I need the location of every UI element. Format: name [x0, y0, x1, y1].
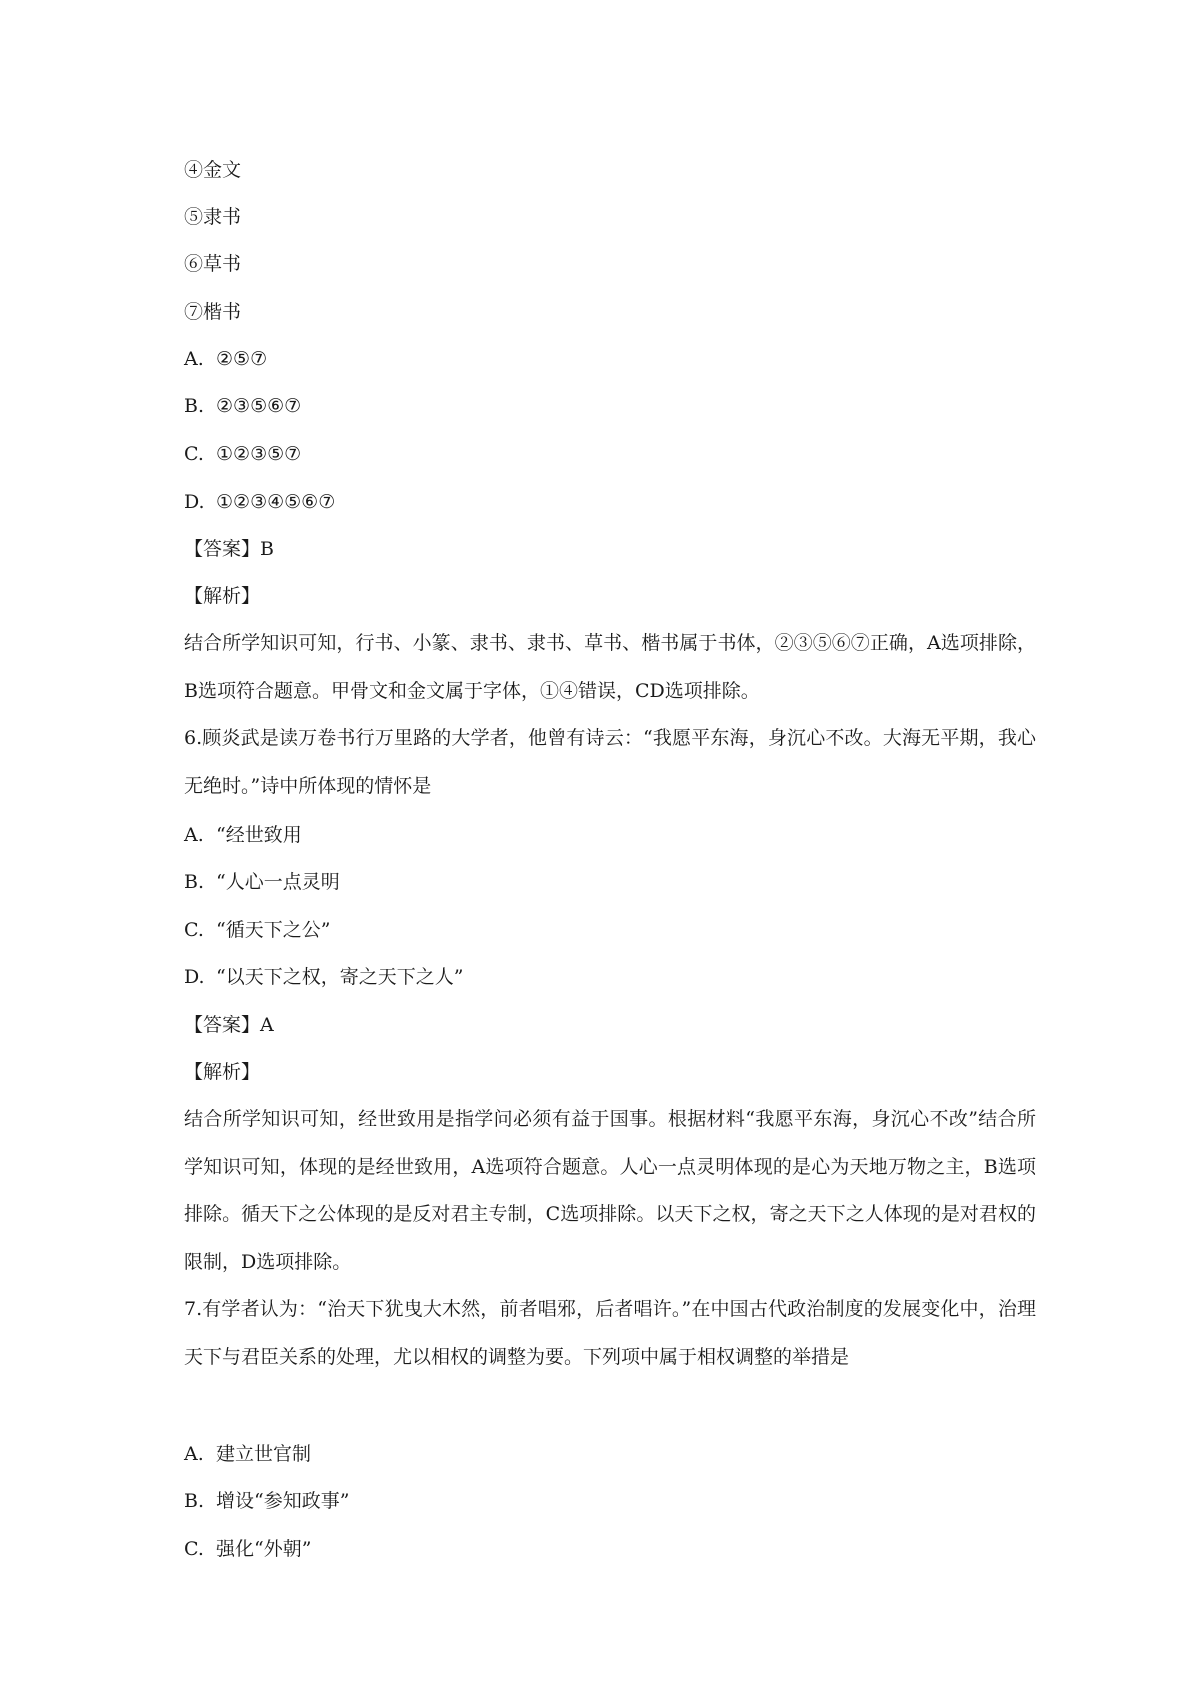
q6-option-a: [184, 821, 302, 849]
q5-analysis-heading: 【解析】: [184, 585, 261, 607]
option-text: ①②③④⑤⑥⑦: [216, 491, 336, 513]
option-label: D.: [184, 491, 205, 513]
option-text: “循天下之公”: [216, 919, 331, 941]
option-label: A.: [184, 348, 204, 370]
option-text: ②⑤⑦: [216, 348, 268, 370]
q6-answer: 【答案】A: [184, 1014, 274, 1036]
q5-item-7: ⑦楷书: [184, 301, 242, 323]
option-text: “人心一点灵明: [216, 871, 340, 893]
q7-option-c: [184, 1535, 311, 1563]
q6-option-b: [184, 868, 340, 896]
q5-option-b: [184, 392, 301, 420]
q5-analysis: 结合所学知识可知，行书、小篆、隶书、隶书、草书、楷书属于书体，②③⑤⑥⑦正确，A选项排除，B选项符合题意。甲骨文和金文属于字体，①④错误，CD选项排除。: [184, 632, 1036, 702]
option-text: 强化“外朝”: [216, 1538, 312, 1560]
q6-analysis: 结合所学知识可知，经世致用是指学问必须有益于国事。根据材料“我愿平东海，身沉心不改”结合所学知识可知，体现的是经世致用，A选项符合题意。人心一点灵明体现的是心为天地万物之主，B选项排除。循天下之公体现的是反对君主专制，C选项排除。以天下之权，寄之天下之人体现的是对君权的限制，D选项排除。: [184, 1108, 1036, 1273]
q7-option-b: [184, 1487, 349, 1515]
option-label: B.: [184, 395, 205, 417]
q6-option-d: [184, 963, 463, 991]
option-label: C.: [184, 919, 204, 941]
q5-item-5: ⑤隶书: [184, 206, 242, 228]
q5-option-a: [184, 345, 267, 373]
q5-option-d: [184, 488, 335, 516]
option-label: A.: [184, 1443, 204, 1465]
option-text: ①②③⑤⑦: [216, 443, 302, 465]
q6-option-c: [184, 916, 330, 944]
q5-item-4: ④金文: [184, 159, 242, 181]
option-text: ②③⑤⑥⑦: [216, 395, 302, 417]
option-label: B.: [184, 1490, 205, 1512]
q5-item-6: ⑥草书: [184, 253, 242, 275]
option-text: “经世致用: [216, 824, 302, 846]
q6-analysis-heading: 【解析】: [184, 1061, 261, 1083]
option-text: “以天下之权，寄之天下之人”: [216, 966, 464, 988]
q7-stem: 7.有学者认为：“治天下犹曳大木然，前者唱邪，后者唱许。”在中国古代政治制度的发展变化中，治理天下与君臣关系的处理，尤以相权的调整为要。下列项中属于相权调整的举措是: [184, 1298, 1036, 1368]
q7-option-a: [184, 1440, 311, 1468]
q5-option-c: [184, 440, 301, 468]
q5-answer: 【答案】B: [184, 538, 274, 560]
option-label: C.: [184, 1538, 204, 1560]
option-label: C.: [184, 443, 204, 465]
option-label: B.: [184, 871, 205, 893]
option-text: 建立世官制: [216, 1443, 312, 1465]
q6-stem: 6.顾炎武是读万卷书行万里路的大学者，他曾有诗云：“我愿平东海，身沉心不改。大海无平期，我心无绝时。”诗中所体现的情怀是: [184, 727, 1036, 797]
option-text: 增设“参知政事”: [216, 1490, 350, 1512]
option-label: A.: [184, 824, 204, 846]
option-label: D.: [184, 966, 205, 988]
